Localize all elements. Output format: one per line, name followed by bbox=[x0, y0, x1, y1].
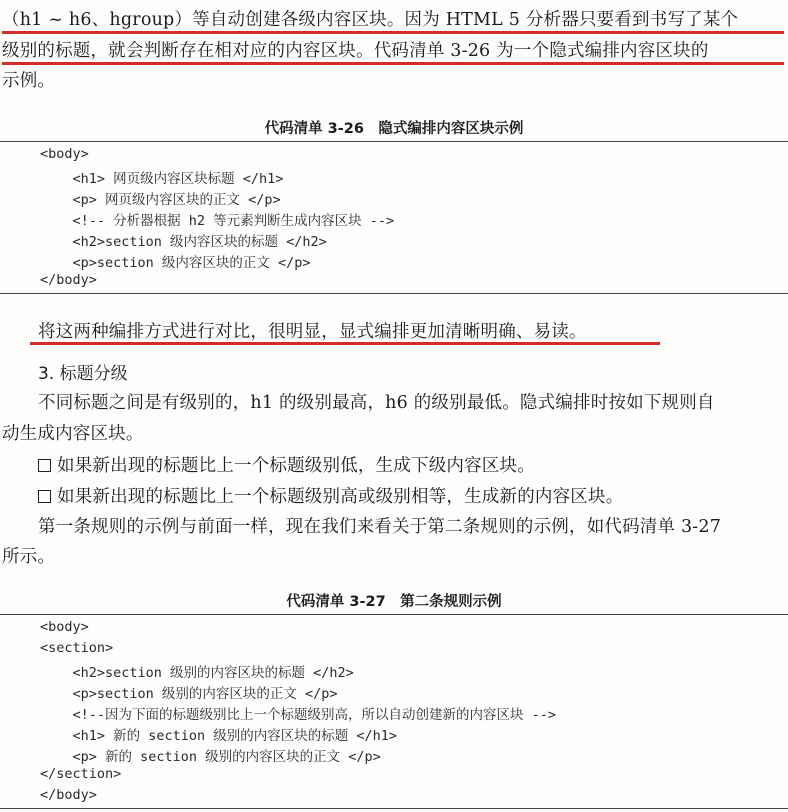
code-line: <!-- 分析器根据 h2 等元素判断生成内容区块 --> bbox=[40, 213, 395, 229]
code-line: <body> bbox=[40, 619, 89, 635]
bullet-text: 如果新出现的标题比上一个标题级别低，生成下级内容区块。 bbox=[57, 456, 535, 476]
comparison-text: 将这两种编排方式进行对比，很明显，显式编排更加清晰明确、易读。 bbox=[38, 322, 587, 342]
bullet-item bbox=[38, 483, 623, 508]
code-line: <h2>section 级别的内容区块的标题 </h2> bbox=[40, 665, 354, 681]
bullet-text: 如果新出现的标题比上一个标题级别高或级别相等，生成新的内容区块。 bbox=[57, 487, 624, 507]
checkbox-bullet-icon bbox=[38, 459, 51, 472]
code-line: <p> 新的 section 级别的内容区块的正文 </p> bbox=[40, 749, 381, 765]
code-line: <p> 网页级内容区块的正文 </p> bbox=[40, 192, 281, 208]
listing-bottom-rule bbox=[0, 293, 788, 294]
code-line: <h1> 新的 section 级别的内容区块的标题 </h1> bbox=[40, 728, 398, 744]
highlight-underline bbox=[30, 342, 660, 345]
listing-caption: 代码清单 3-26 隐式编排内容区块示例 bbox=[264, 121, 524, 137]
rules-intro-line-1: 不同标题之间是有级别的，h1 的级别最高，h6 的级别最低。隐式编排时按如下规则自 bbox=[38, 393, 715, 413]
code-line: <p>section 级内容区块的正文 </p> bbox=[40, 255, 311, 271]
code-line: </body> bbox=[40, 272, 97, 288]
intro-line-2: 级别的标题，就会判断存在相对应的内容区块。代码清单 3-26 为一个隐式编排内容区块的 bbox=[2, 41, 709, 61]
highlight-underline bbox=[2, 62, 784, 65]
bullet-item bbox=[38, 452, 535, 477]
code-line: <h1> 网页级内容区块标题 </h1> bbox=[40, 171, 284, 187]
example-intro-line-1: 第一条规则的示例与前面一样，现在我们来看关于第二条规则的示例，如代码清单 3-27 bbox=[38, 517, 722, 537]
code-line: </body> bbox=[40, 787, 97, 803]
intro-line-1: （h1 ~ h6、hgroup）等自动创建各级内容区块。因为 HTML 5 分析器只要看到书写了某个 bbox=[2, 10, 739, 30]
code-line: <h2>section 级内容区块的标题 </h2> bbox=[40, 234, 327, 250]
listing-top-rule bbox=[0, 141, 788, 142]
code-line: <!--因为下面的标题级别比上一个标题级别高，所以自动创建新的内容区块 --> bbox=[40, 707, 557, 723]
code-line: <body> bbox=[40, 146, 89, 162]
rules-intro-line-2: 动生成内容区块。 bbox=[2, 424, 144, 444]
section-heading: 3. 标题分级 bbox=[38, 364, 128, 384]
listing-bottom-rule bbox=[0, 808, 788, 809]
example-intro-line-2: 所示。 bbox=[2, 547, 56, 567]
code-line: <p>section 级别的内容区块的正文 </p> bbox=[40, 686, 338, 702]
code-line: <section> bbox=[40, 640, 114, 656]
highlight-underline bbox=[2, 31, 784, 34]
intro-line-3: 示例。 bbox=[2, 71, 56, 91]
code-line: </section> bbox=[40, 766, 122, 782]
checkbox-bullet-icon bbox=[38, 490, 51, 503]
listing-caption: 代码清单 3-27 第二条规则示例 bbox=[286, 594, 502, 610]
listing-top-rule bbox=[0, 614, 788, 615]
